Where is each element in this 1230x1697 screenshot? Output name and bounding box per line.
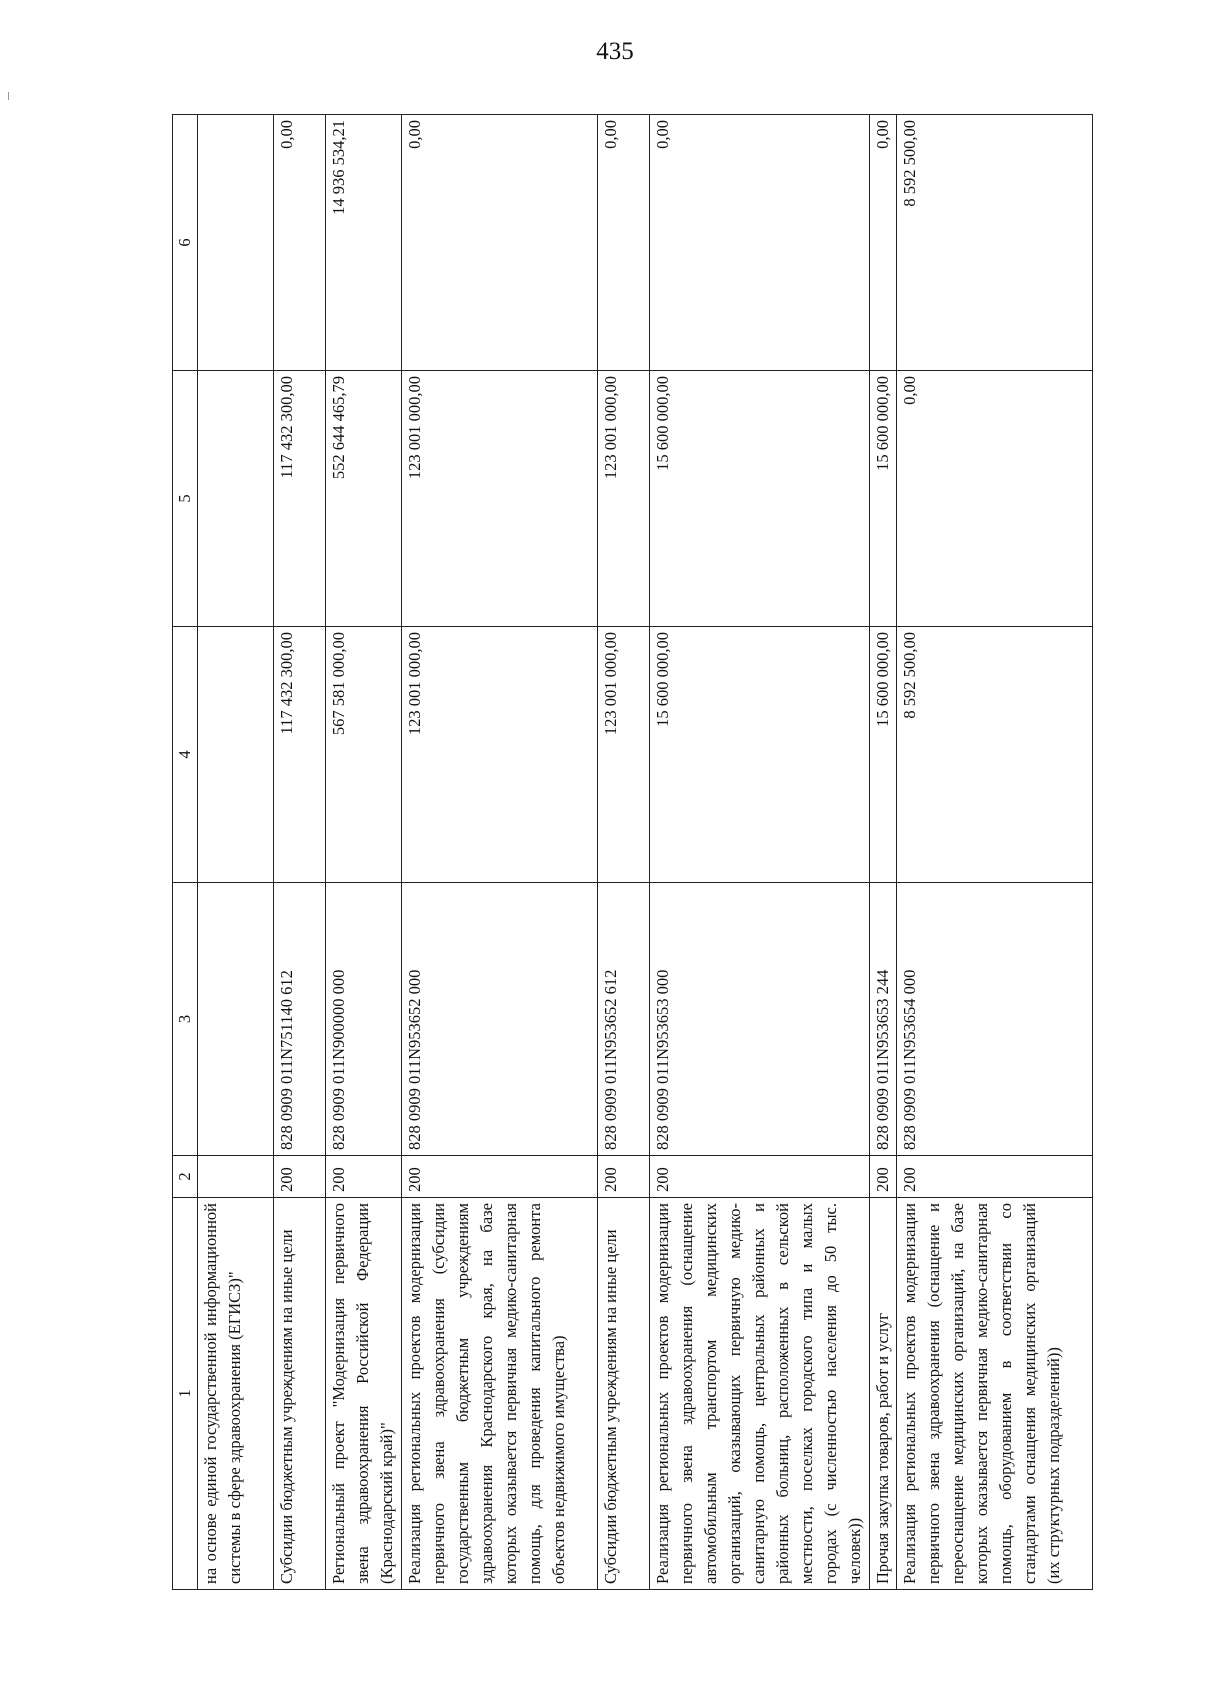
row-value-6: [198, 115, 274, 371]
table-row: [897, 115, 1093, 1590]
col-header-5: 5: [173, 371, 198, 627]
row-value-5: 552 644 465,79: [326, 371, 402, 627]
budget-table: [172, 114, 1093, 1590]
row-value-4: 8 592 500,00: [897, 627, 1093, 883]
row-value-4: 15 600 000,00: [870, 627, 897, 883]
row-code: 828 0909 011N953653 000: [650, 883, 870, 1156]
row-vr: 200: [274, 1156, 326, 1198]
row-vr: 200: [326, 1156, 402, 1198]
row-code: 828 0909 011N953652 612: [598, 883, 650, 1156]
row-name: Реализация региональных проектов модернизации первичного звена здравоохранения (оснащение автомобильным транспортом медицинских организаций, оказывающих первичную медико-санитарную помощь, центральных районных и районных больниц, расположенных в сельской местности, поселках городского типа и малых городах (с численностью населения до 50 тыс. человек)): [650, 1198, 870, 1590]
row-value-5: [198, 371, 274, 627]
rotated-table-container: [172, 115, 1063, 1590]
row-name: Реализация региональных проектов модернизации первичного звена здравоохранения (субсидии государственным бюджетным учреждениям здравоохранения Краснодарского края, на базе которых оказывается первичная медико-санитарная помощь, для проведения капитального ремонта объектов недвижимого имущества): [402, 1198, 598, 1590]
row-value-5: 123 001 000,00: [402, 371, 598, 627]
row-value-4: 15 600 000,00: [650, 627, 870, 883]
row-name: Реализация региональных проектов модернизации первичного звена здравоохранения (оснащение и переоснащение медицинских организаций, на базе которых оказывается первичная медико-санитарная помощь, оборудованием в соответствии со стандартами оснащения медицинских организаций (их структурных подразделений)): [897, 1198, 1093, 1590]
row-value-6: 8 592 500,00: [897, 115, 1093, 371]
table-row: [870, 115, 897, 1590]
row-code: [198, 883, 274, 1156]
table-row: [402, 115, 598, 1590]
table-row: [598, 115, 650, 1590]
row-value-6: 0,00: [598, 115, 650, 371]
row-value-5: 15 600 000,00: [650, 371, 870, 627]
row-vr: 200: [897, 1156, 1093, 1198]
row-vr: 200: [650, 1156, 870, 1198]
row-value-4: 117 432 300,00: [274, 627, 326, 883]
row-value-5: 117 432 300,00: [274, 371, 326, 627]
row-value-5: 0,00: [897, 371, 1093, 627]
col-header-1: 1: [173, 1198, 198, 1590]
table-frame: [172, 115, 1063, 1590]
row-name: Субсидии бюджетным учреждениям на иные цели: [598, 1198, 650, 1590]
row-value-4: 567 581 000,00: [326, 627, 402, 883]
row-value-5: 15 600 000,00: [870, 371, 897, 627]
col-header-6: 6: [173, 115, 198, 371]
row-value-4: 123 001 000,00: [402, 627, 598, 883]
col-header-3: 3: [173, 883, 198, 1156]
page-number: 435: [596, 38, 634, 65]
row-code: 828 0909 011N953654 000: [897, 883, 1093, 1156]
row-code: 828 0909 011N953653 244: [870, 883, 897, 1156]
row-value-6: 0,00: [870, 115, 897, 371]
row-name: на основе единой государственной информационной системы в сфере здравоохранения (ЕГИСЗ)": [198, 1198, 274, 1590]
row-value-6: 14 936 534,21: [326, 115, 402, 371]
row-vr: [198, 1156, 274, 1198]
row-name: Региональный проект "Модернизация первичного звена здравоохранения Российской Федерации (Краснодарский край)": [326, 1198, 402, 1590]
table-row: [274, 115, 326, 1590]
row-vr: 200: [402, 1156, 598, 1198]
col-header-4: 4: [173, 627, 198, 883]
row-value-5: 123 001 000,00: [598, 371, 650, 627]
row-code: 828 0909 011N953652 000: [402, 883, 598, 1156]
table-row: [326, 115, 402, 1590]
row-vr: 200: [870, 1156, 897, 1198]
row-value-6: 0,00: [650, 115, 870, 371]
row-value-4: 123 001 000,00: [598, 627, 650, 883]
row-value-4: [198, 627, 274, 883]
table-row: [650, 115, 870, 1590]
row-name: Прочая закупка товаров, работ и услуг: [870, 1198, 897, 1590]
col-header-2: 2: [173, 1156, 198, 1198]
table-row: [198, 115, 274, 1590]
row-value-6: 0,00: [274, 115, 326, 371]
row-vr: 200: [598, 1156, 650, 1198]
row-name: Субсидии бюджетным учреждениям на иные цели: [274, 1198, 326, 1590]
row-code: 828 0909 011N900000 000: [326, 883, 402, 1156]
scan-mark: [8, 92, 9, 100]
header-row: [173, 115, 198, 1590]
row-value-6: 0,00: [402, 115, 598, 371]
row-code: 828 0909 011N751140 612: [274, 883, 326, 1156]
